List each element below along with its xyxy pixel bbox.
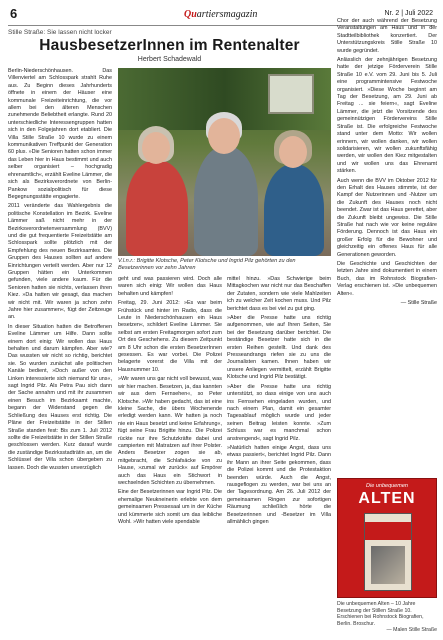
paragraph: mittel hinzu. »Das Schwierige beim Mittagkochen war nicht nur das Beschaffen der Zutaten, sondern wie viele Mahlzeiten ich zu welcher Zeit kochen muss. Und Pilz berichtet dass es bei viel zu gut ging. — [227, 276, 331, 312]
book-cover-image — [364, 513, 412, 591]
paragraph: »Aber die Presse hatte uns richtig unterstützt, so dass einige von uns auch ins Fernsehen eingeladen wurden, und nach einem Plan, damit ein gesamter Tagesablauf möglich wurde und jeder seinen Beitrag leisten konnte. »Zum Schluss war es manchmal schon anstrengend«, sagt Ingrid Pilz. — [227, 383, 331, 442]
paragraph: Berlin-Niederschönhausen. Das Villenviertel am Schlosspark strahlt Ruhe aus. Zu Beginn dieses Jahrhunderts öffnete in einem der Häuser eine kommunale Freizeiteinrichtung, die vor allem bei den älteren Menschen zunehmende Beliebtheit erlangte. Rund 20 unterschiedliche Interessengruppen hatten sich in den Folgejahren dort etabliert. Die Villa Stille Straße 10 wurde zu einem kommunikativen Treffpunkt der Generation 60 plus. »Die Senioren hatten schon immer das Leben hier in Haus bestimmt und auch selber organisiert – hochgradig ehrenamtlich«, erzählt Eveline Lämmer, die sich als Bezirksverordnete von Berlin-Pankow sozialpolitisch für diese Begegnungsstätte engagierte. — [8, 68, 112, 200]
byline: Herbert Schadewald — [137, 56, 202, 63]
article-column-4 — [337, 18, 437, 358]
book-ad-caption: Die unbequemen Alten – 10 Jahre Besetzung der Stillen Straße 10. Erschienen bei Rohnstock Biografien, Berlin. Broschur. — Malen Stille Straße — [337, 601, 437, 634]
paragraph: »Wir waren uns gar nicht voll bewusst, was wir hier machen. Besetzen, ja, das kannten wir aus dem Fernsehen«, so Peter Klotsche. »Wir haben gedacht, das ist eine kleine Sache, die übers Wochenende erledigt werden kann. Wir hatten ja noch nie ein Haus besetzt und keine Erfahrung«, fügt seine Frau Brigitte hinzu. Die Polizei rückte nur ihre Schutzkräfte dabei und campierten mit Matratzen auf ihrer Polster. Anders Besetzer zogen sie ab, mitgebracht, die Schlafsäcke von zu Hause, »zumal wir zurück« auf Empörer auch das Haus ein Stichwort in wechselnden Schichten zu übernehmen. — [118, 376, 222, 486]
page-number: 6 — [10, 6, 18, 21]
article-column-3 — [227, 276, 331, 634]
paragraph: Die Geschichte und Geschichten der letzten Jahre sind dokumentiert in einem Buch, das im Rohnstock Biografien-Verlag erschienen ist. »Die unbequemen Alten«. — [337, 261, 437, 297]
article-column-2 — [118, 276, 222, 634]
book-ad-title: ALTEN — [358, 490, 416, 507]
paragraph: »Natürlich hatten einige Angst, dass uns etwas passiert«, berichtet Ingrid Pilz. Dann ihr Mann an ihrer Seite gekommen, dass die Polizei kommt und die Protestaktion beenden würde. Auch die Angst, rausgeflogen zu werden, war bei uns an der Tagesordnung. Am 26. Juli 2012 der gemeinsamen Ringen zur sofortigen Räumung schließlich hörte die Besetzerinnen und -Besetzer im Villa allmählich gingen — [227, 444, 331, 525]
book-ad-source: — Malen Stille Straße — [386, 627, 437, 634]
column-signoff: — Stille Straße — [400, 300, 437, 307]
paragraph: In dieser Situation hatten die Betroffenen Eveline Lämmer um Hilfe. Dann sollte einem dort einig: Wir wollen das Haus behalten und darum kämpfen. Aber wie? Das wussten wir nicht so richtig, berichtet sie. So wurden zunächst alle politischen Kanäle bedient, »Doch außer von den Linken interessierte sich niemand für uns«, sagt Ingrid Pilz. Als Petra Pau sich dann der Sache annahm und mit ihr zusammen einen Besuch im Bezirksamt machte, begann der Widerstand gegen die Schließung des Hauses erst richtig. Die Pläne der Freizeitstätte in der Stillen Straße standen fest: Bis zum 1. Juli 2012 sollte die Freizeitstätte in der Stillen Straße geschlossen werden. Kurz darauf wurde die zuständige Bezirksstadträtin an, um die Schlüssel der Villa schon übergeben zu lassen. Doch die wussten unverzüglich — [8, 323, 112, 471]
person-middle — [194, 146, 258, 256]
article-column-1 — [8, 68, 112, 634]
paragraph: Chor der auch während der Besetzung Veranstaltungen am Haus und in der Stadtteilbibliothek konzertiert. Der Unterstützungskreis Stille Straße 10 wurde gegründet. — [337, 18, 437, 54]
kicker: Stille Straße: Sie lassen nicht locker — [8, 29, 112, 36]
person-left — [126, 160, 188, 256]
person-right — [264, 164, 324, 256]
paragraph: Freitag, 29. Juni 2012: »Es war beim Frühstück und hinter im Radio, dass die Leute in Niederschönhausen ein Haus besetzen«, schildert Eveline Lämmer. Sie selbst am ersten Freitagmorgen sofort zum Ort des Geschehens. Zu diesem Zeitpunkt am 8 Uhr schon die ersten BesetzerInnen gesessen. Es war vorbei. Die Polizei belagerte vorerst die Villa mit der Hausnummer 10. — [118, 300, 222, 373]
paragraph: Auch wenn die BVV im Oktober 2012 für den Erhalt des Hauses stimmte, ist der Kampf der Nutzerinnen und -Nutzer um die Zukunft des Hauses noch nicht beendet. Zwar ist das Haus gerettet, aber die Zukunft bleibt ungewiss. Die Stille Straße hat nach wie vor keine reguläre Förderung. Dennoch ist das Haus ein großer Erfolg für die Bewohner und gleichzeitig ein offenes Haus für alle Generationen geworden. — [337, 177, 437, 258]
paragraph: Anlässlich der zehnjährigen Besetzung hatte der jetzige Förderverein Stille Straße 10 e.V. vom 29. Juni bis 5. Juli eine programmintensive Festwoche organisiert. »Diese Woche beginnt am Tag der Besetzung, am 29. Juni ab Freitag ... sie feiern«, sagt Eveline Lämmer, die jetzt die Vorsitzende des gemeinnützigen Fördervereins Stille Straße ist. Die erfolgreiche Festwoche stand unter dem Motto: Wir wollen erinnern, wir wollen danken, wir wollen solidarisieren, wir wollen zukunftsfähig werden, wir wollen den Kiez mitgestalten und wir wollen uns das Ehrenamt stärken. — [337, 57, 437, 175]
magazine-logo: Quartiersmagazin — [184, 9, 258, 20]
paragraph: 2011 veränderte das Wahlergebnis die politische Konstellation im Bezirk. Eveline Lämmer saß nicht mehr in der Bezirksverordnetenversammlung (BVV) und die gut frequentierte Freizeitstätte am Schlosspark sollte plötzlich mit der Empfehlung des neuen Bezirksamtes. Die Gruppen des Hauses sollten auf andere Einrichtungen verteilt werden. Aber nur 12 Gruppen hätten ein Unterkommen gefunden, viele andere kaum. Für die Senioren hatten sie nichts, verlassen ihren Kiez. »Da hatten wir gesagt, das machen wir nicht mit. Wir waren ja schon zehn Jahre hier zusammen«, fügt der Zeitzeuge an. — [8, 203, 112, 321]
paragraph: Eine der Besetzerinnen war Ingrid Pilz. Die ehemalige Neukneinerin erlebte von dem gemeinsamen Pressesaal um in der Küche und kümmerte sich somit um das leibliche Wohl. »Wir hatten viele spendable — [118, 489, 222, 525]
paragraph: geht und was passieren wird. Doch alle waren sich einig: Wir wollen das Haus behalten und kämpfen! — [118, 276, 222, 297]
article-photo — [118, 68, 331, 256]
issue-info: Nr. 2 | Juli 2022 — [384, 10, 433, 17]
headline: HausbesetzerInnen im Rentenalter — [39, 37, 300, 54]
paragraph: »Aber die Presse hatte uns richtig aufgenommen, wie auf Ihren Seiten, Sie bei der Besetzung darüber berichtet. Die beständige Besetzer hatte sich in die ersten Reihen gestellt. Und dank des Presseandrangs riefen sie zu uns die Journalisten kamen. Ihnen haben wir unsere Anliegen vermittelt, erzählt Brigitte Klotsche und Ingrid Pilz bestätigt. — [227, 315, 331, 381]
book-advert[interactable] — [337, 478, 437, 598]
photo-caption: V.l.n.r.: Brigitte Klotsche, Peter Klotsche und Ingrid Pilz gehörten zu den Besetzerinnen vor zehn Jahren — [118, 258, 296, 271]
book-ad-tagline: Die unbequemen — [366, 483, 408, 489]
